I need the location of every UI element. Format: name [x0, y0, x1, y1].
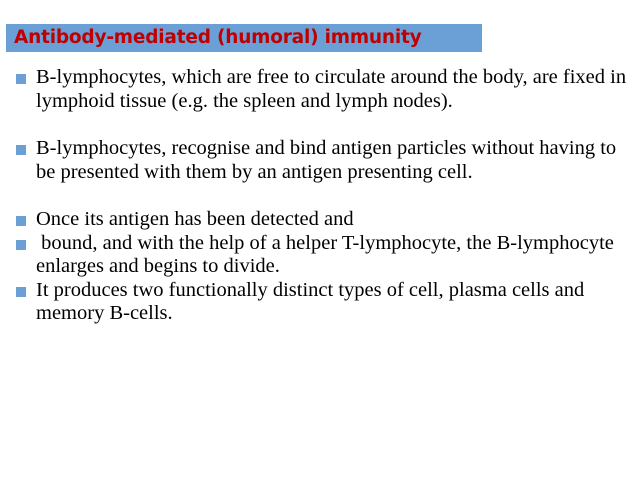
- square-bullet-icon: [16, 240, 26, 250]
- bullet-text: Once its antigen has been detected and: [36, 208, 354, 230]
- bullet-text: B-lymphocytes, which are free to circulate around the body, are fixed in lymphoid tissue (e.g. the spleen and lymph nodes).: [36, 66, 627, 112]
- bullet-text: It produces two functionally distinct types of cell, plasma cells and memory B-cells.: [36, 278, 585, 324]
- square-bullet-icon: [16, 287, 26, 297]
- bullet-item: [10, 279, 630, 326]
- bullet-item: [10, 208, 630, 232]
- square-bullet-icon: [16, 74, 26, 84]
- bullet-item: [10, 137, 630, 184]
- bullet-text: bound, and with the help of a helper T-lymphocyte, the B-lymphocyte enlarges and begins to divide.: [36, 231, 619, 277]
- bullet-item: [10, 66, 630, 113]
- square-bullet-icon: [16, 216, 26, 226]
- spacer: [10, 184, 630, 208]
- square-bullet-icon: [16, 145, 26, 155]
- spacer: [10, 113, 630, 137]
- slide-title: Antibody-mediated (humoral) immunity: [14, 27, 422, 48]
- bullet-item: [10, 232, 630, 279]
- bullet-list: [10, 66, 630, 326]
- bullet-text: B-lymphocytes, recognise and bind antigen particles without having to be presented with them by an antigen presenting cell.: [36, 137, 617, 183]
